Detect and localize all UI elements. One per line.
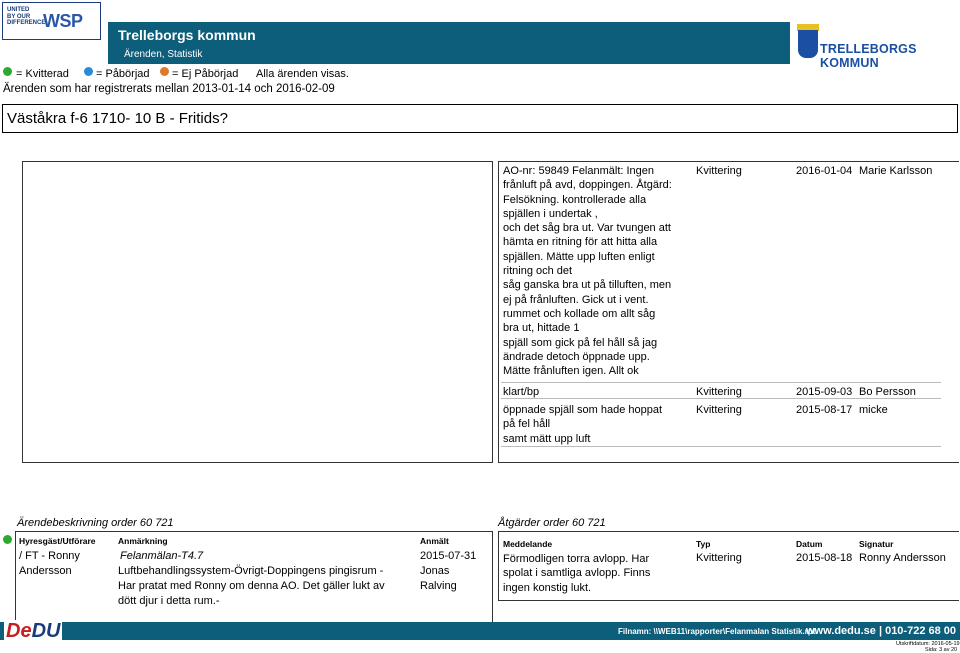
entry-line: frånluft på avd, doppingen. Åtgärd: <box>503 179 672 192</box>
message-line: spolat i samtliga avlopp. Finns <box>503 567 651 580</box>
legend-ej-paborjad: = Ej Påbörjad <box>172 68 239 80</box>
entry-sign: Bo Persson <box>859 386 916 398</box>
dedu-logo <box>4 620 62 643</box>
remark-line: dött djur i detta rum.- <box>118 595 220 607</box>
tenant-value <box>19 549 80 579</box>
entry-type: Kvittering <box>696 404 742 416</box>
entry-line: Mätte frånluften igen. Allt ok <box>503 365 639 378</box>
divider <box>501 398 941 399</box>
wsp-logo <box>2 2 101 40</box>
entry-line: samt mätt upp luft <box>503 432 591 445</box>
footer-band <box>0 622 960 640</box>
legend-kvitterad: = Kvitterad <box>16 68 69 80</box>
crest-icon <box>798 30 818 58</box>
place-header <box>2 104 958 133</box>
action-type: Kvittering <box>696 552 742 564</box>
col-reported: Anmält <box>420 536 449 546</box>
col-sign: Signatur <box>859 539 894 549</box>
tenant-line: Andersson <box>19 565 72 577</box>
entry-type: Kvittering <box>696 165 742 177</box>
trelleborg-logo <box>796 22 958 68</box>
entry-line: Felsökning. kontrollerade alla <box>503 193 647 206</box>
action-date: 2015-08-18 <box>796 552 853 564</box>
entry-text <box>503 403 693 446</box>
page-number: Sida: 3 av 20 <box>925 647 958 653</box>
entry-line: på fel håll <box>503 418 551 431</box>
entry-line: öppnade spjäll som hade hoppat <box>503 404 663 416</box>
entry-line: AO-nr: 59849 Felanmält: Ingen <box>503 165 655 177</box>
tenant-line: / FT - Ronny <box>19 550 80 562</box>
logo-name: TRELLEBORGS KOMMUN <box>820 42 917 70</box>
dedu-logo-part: De <box>6 620 32 642</box>
message-value <box>503 552 650 595</box>
logo-brand: WSP <box>43 11 83 31</box>
col-tenant: Hyresgäst/Utförare <box>19 536 96 546</box>
pabörjad-dot-icon <box>84 67 93 76</box>
entry-line: ej på frånluften. Gick ut i vent. <box>503 293 649 306</box>
entry-type: Kvittering <box>696 386 742 398</box>
remark-line: Har pratat med Ronny om denna AO. Det gäller lukt av <box>118 580 385 592</box>
col-remark: Anmärkning <box>118 536 168 546</box>
legend-paborjad: = Påbörjad <box>96 68 150 80</box>
col-date: Datum <box>796 539 823 549</box>
print-date: Utskriftdatum: 2016-05-19 <box>896 641 960 647</box>
entry-date: 2016-01-04 <box>796 165 853 177</box>
reported-line: Ralving <box>420 580 457 592</box>
remark-line: Luftbehandlingssystem-Övrigt-Doppingens pingisrum - <box>118 565 384 577</box>
page-subtitle: Ärenden, Statistik <box>124 49 203 60</box>
entry-line: och det såg bra ut. Var tvungen att <box>503 222 671 235</box>
message-line: Förmodligen torra avlopp. Har <box>503 553 650 565</box>
entry-line: såg ganska bra ut på tilluften, men <box>503 279 672 292</box>
logo-tagline: UNITED BY OUR DIFFERENCE <box>7 7 46 26</box>
reported-line: Jonas <box>420 565 450 577</box>
period-text: Ärenden som har registrerats mellan 2013-01-14 och 2016-02-09 <box>3 83 335 95</box>
kvitterad-dot-icon <box>3 67 12 76</box>
entry-line: hämta en ritning för att hitta alla <box>503 236 658 249</box>
entry-text <box>503 164 693 378</box>
entry-line: ritning och det <box>503 265 573 278</box>
entry-line: spjällen i undertak , <box>503 207 598 220</box>
action-sign: Ronny Andersson <box>859 552 946 564</box>
entry-date: 2015-08-17 <box>796 404 853 416</box>
legend-all-shown: Alla ärenden visas. <box>256 68 349 80</box>
title-band <box>108 22 790 64</box>
ej-paborjad-dot-icon <box>160 67 169 76</box>
entry-sign: micke <box>859 404 888 416</box>
entry-line: rummet och kollade om allt såg <box>503 307 656 320</box>
order-description-title: Ärendebeskrivning order 60 721 <box>17 517 174 529</box>
dedu-logo-part: DU <box>31 620 61 642</box>
footer-filename: Filnamn: \\WEB11\rapporter\Felanmalan Statistik.rpt <box>618 627 816 636</box>
remark-value <box>118 564 385 609</box>
place-name: Väståkra f-6 1710- 10 B - Fritids? <box>7 110 228 127</box>
reported-line: 2015-07-31 <box>420 550 477 562</box>
message-line: ingen konstig lukt. <box>503 581 592 594</box>
reported-value <box>420 549 476 594</box>
entry-line: ändrade detoch öppnade upp. <box>503 350 650 363</box>
order-actions-title: Åtgärder order 60 721 <box>498 517 606 529</box>
entry-date: 2015-09-03 <box>796 386 853 398</box>
divider <box>501 446 941 447</box>
col-type: Typ <box>696 539 711 549</box>
divider <box>501 382 941 383</box>
remark-head: Felanmälan-T4.7 <box>120 550 204 562</box>
entry-line: bra ut, hittade 1 <box>503 322 580 335</box>
entry-line: spjäll som gick på fel håll så jag <box>503 336 658 349</box>
image-area <box>22 161 493 463</box>
col-message: Meddelande <box>503 539 553 549</box>
entry-sign: Marie Karlsson <box>859 165 933 177</box>
footer-contact[interactable]: www.dedu.se | 010-722 68 00 <box>806 625 957 637</box>
page-title: Trelleborgs kommun <box>118 27 256 43</box>
entry-text: klart/bp <box>503 386 540 398</box>
entry-line: spjällen. Mätte upp luften enligt <box>503 250 655 263</box>
kvitterad-status-icon <box>3 535 12 544</box>
